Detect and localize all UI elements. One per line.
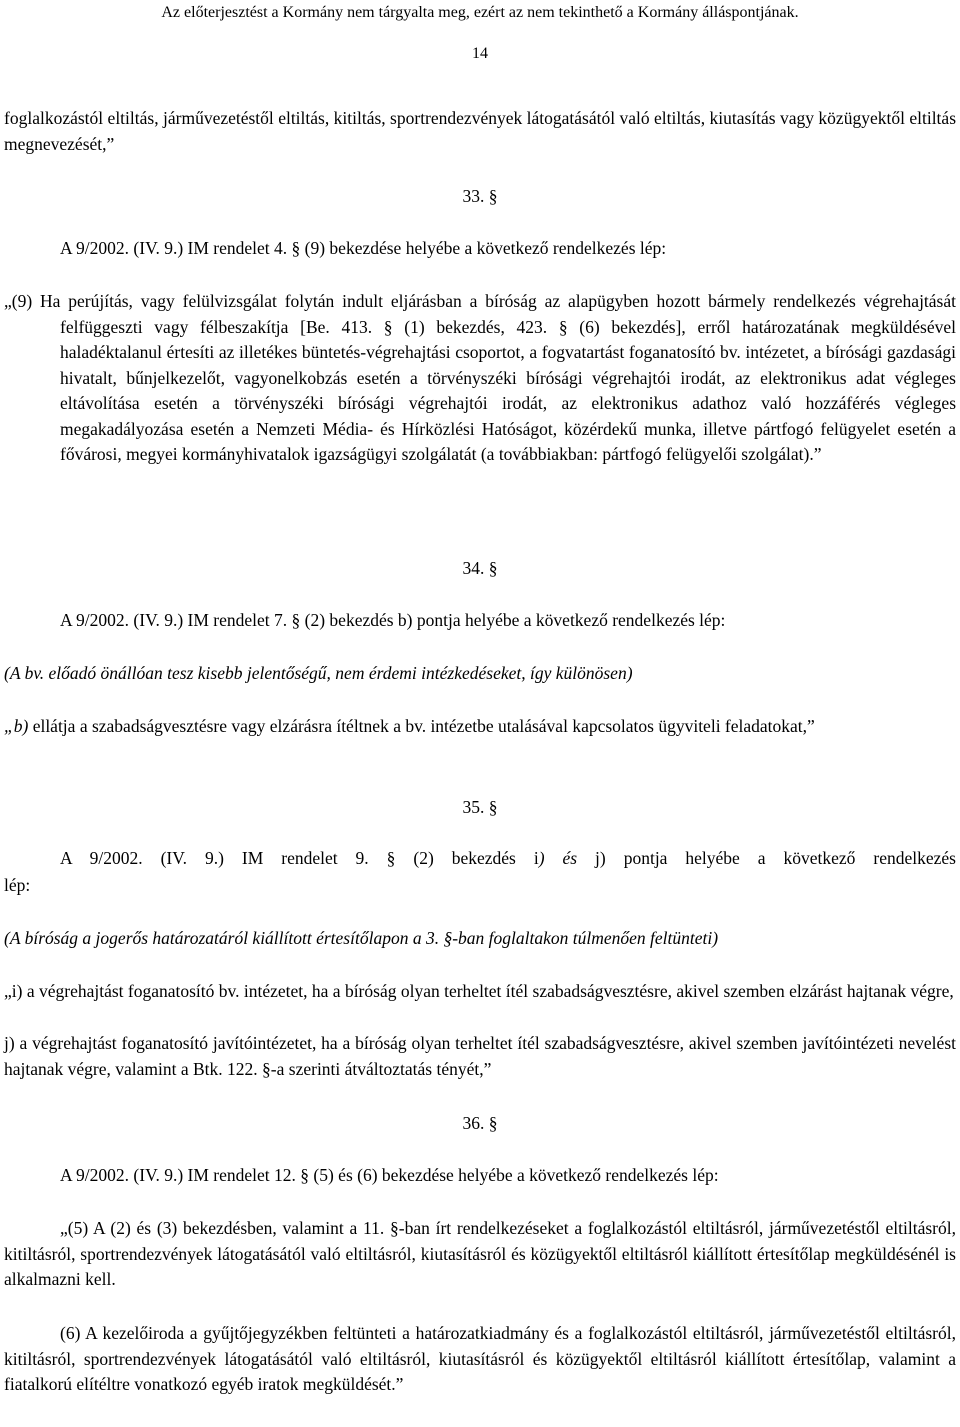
section-35-lead-b: ) és <box>538 848 596 868</box>
section-36-paragraph-5: „(5) A (2) és (3) bekezdésben, valamint a 11. §-ban írt rendelkezéseket a foglalkozástól eltiltásról, járművezetéstől eltiltásról, kitiltásról, sportrendezvények látogatásától való eltiltásról, kiutasításról és közügyektől eltiltásról kiállított értesítőlap megküldésénél is alkalmazni kell. <box>4 1218 956 1289</box>
section-35-lead <box>4 846 956 872</box>
section-35-lead-a: A 9/2002. (IV. 9.) IM rendelet 9. § (2) bekezdés i <box>60 848 539 868</box>
section-35-lead-c: j) pontja helyébe a következő rendelkezés <box>595 848 956 868</box>
page-number: 14 <box>472 45 488 62</box>
section-heading-36: 36. § <box>462 1113 498 1133</box>
section-heading-33: 33. § <box>462 186 498 206</box>
section-35-point-j: j) a végrehajtást foganatosító javítóintézetet, ha a bíróság olyan terheltet ítél szabadságvesztésre, akivel szemben javítóintézeti nevelést hajtanak végre, valamint a Btk. 122. §-a szerinti átváltoztatás tényét,” <box>4 1033 956 1079</box>
section-36-lead: A 9/2002. (IV. 9.) IM rendelet 12. § (5) és (6) bekezdése helyébe a következő rendelkezés lép: <box>60 1165 719 1185</box>
section-heading-35: 35. § <box>462 797 498 817</box>
section-33-lead: A 9/2002. (IV. 9.) IM rendelet 4. § (9) bekezdése helyébe a következő rendelkezés lép: <box>60 238 667 258</box>
intro-paragraph: foglalkozástól eltiltás, járművezetéstől eltiltás, kitiltás, sportrendezvények látogatásától való eltiltás, kiutasítás vagy közügyektől eltiltás megnevezését,” <box>4 108 956 154</box>
point-b-label: „b) <box>4 716 29 736</box>
point-b-text: ellátja a szabadságvesztésre vagy elzárásra ítéltnek a bv. intézetbe utalásával kapcsolatos ügyviteli feladatokat,” <box>28 716 815 736</box>
section-36-paragraph-6: (6) A kezelőiroda a gyűjtőjegyzékben feltünteti a határozatkiadmány és a foglalkozástól eltiltásról, járművezetéstől eltiltásról, kitiltásról, sportrendezvények látogatásától való eltiltásról, kiutasításról és közügyektől eltiltásról kiállított értesítőlap, valamint a fiatalkorú elítéltre vonatkozó egyéb iratok megküldését.” <box>4 1323 956 1394</box>
section-heading-34: 34. § <box>462 558 498 578</box>
section-35-lead-continuation: lép: <box>4 875 31 895</box>
section-35-point-i: „i) a végrehajtást foganatosító bv. intézetet, ha a bíróság olyan terheltet ítél szabadságvesztésre, akivel szemben elzárást hajtanak végre, <box>4 981 954 1001</box>
section-34-italic: (A bv. előadó önállóan tesz kisebb jelentőségű, nem érdemi intézkedéseket, így különösen) <box>4 663 633 683</box>
section-34-text <box>4 714 956 740</box>
section-33-text-content: „(9) Ha perújítás, vagy felülvizsgálat folytán indult eljárásban a bíróság az alapügyben hozott bármely rendelkezés végrehajtását felfüggeszti vagy félbeszakítja [Be. 413. § (1) bekezdés, 423. § (6) bekezdés], erről határozatának megküldésével haladéktalanul értesíti az illetékes büntetés-végrehajtási csoportot, a fogvatartást foganatosító bv. intézetet, a bírósági gazdasági hivatalt, bűnjelkezelőt, vagyonelkobzás esetén a törvényszéki bírósági végrehajtói irodát, az elektronikus adat végleges eltávolítása esetén a törvényszéki bírósági végrehajtói irodát, az elektronikus adathoz való hozzáférés végleges megakadályozása esetén a Nemzeti Média- és Hírközlési Hatóságot, közérdekű munka, illetve pártfogó felügyelet esetén a fővárosi, megyei kormányhivatalok igazságügyi szolgálatát (a továbbiakban: pártfogó felügyelői szolgálat).” <box>4 291 956 464</box>
header-notice: Az előterjesztést a Kormány nem tárgyalta meg, ezért az nem tekinthető a Kormány álláspontjának. <box>161 4 799 21</box>
section-33-text <box>4 289 956 468</box>
section-35-italic: (A bíróság a jogerős határozatáról kiállított értesítőlapon a 3. §-ban foglaltakon túlmenően feltünteti) <box>4 928 719 948</box>
section-34-lead: A 9/2002. (IV. 9.) IM rendelet 7. § (2) bekezdés b) pontja helyébe a következő rendelkezés lép: <box>60 610 726 630</box>
